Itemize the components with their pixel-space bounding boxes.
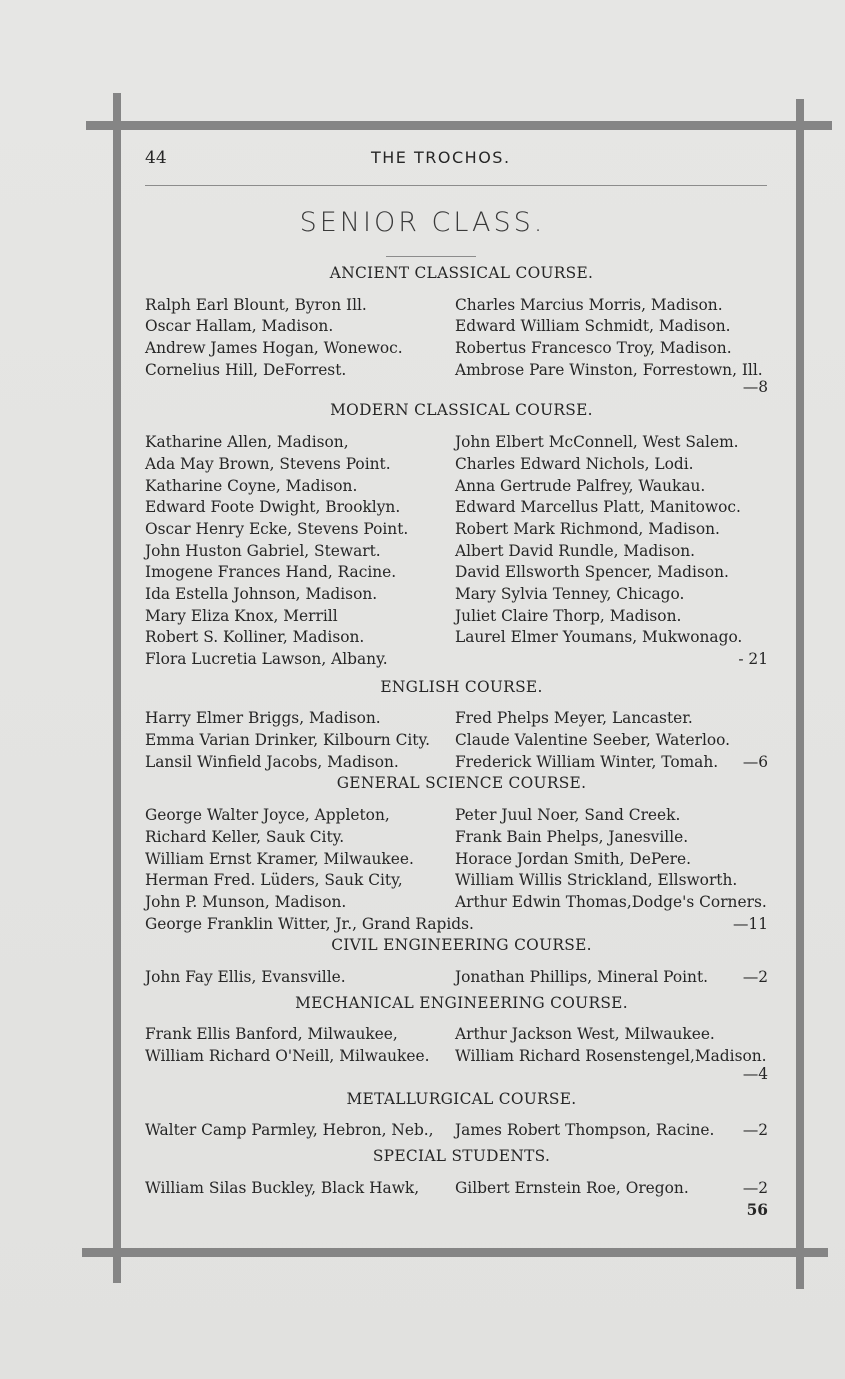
grand-total: 56 [746,1200,768,1219]
name-row [145,454,770,476]
student-name: Mary Sylvia Tenney, Chicago. [455,584,685,603]
name-row [145,1120,770,1142]
page-header [145,148,765,174]
name-row [145,1046,770,1068]
name-row [145,519,770,541]
name-row [145,432,770,454]
course-section [145,263,770,398]
course-count: —2 [742,1121,768,1140]
course-count: —6 [742,752,768,771]
student-name: Flora Lucretia Lawson, Albany. [145,650,388,669]
student-name: Gilbert Ernstein Roe, Oregon. [455,1178,689,1197]
student-name: Katharine Coyne, Madison. [145,476,358,495]
name-row [145,584,770,606]
student-name: William Willis Strickland, Ellsworth. [455,871,738,890]
student-name: Anna Gertrude Palfrey, Waukau. [455,476,706,495]
course-count: —11 [733,914,768,933]
course-count: - 21 [738,650,768,669]
student-name: Arthur Edwin Thomas,Dodge's Corners. [455,892,767,911]
course-heading: METALLURGICAL COURSE. [346,1089,577,1108]
student-name: Laurel Elmer Youmans, Mukwonago. [455,628,743,647]
course-heading: ENGLISH COURSE. [380,677,543,696]
student-name: Herman Fred. Lüders, Sauk City, [145,871,403,890]
course-count: —2 [742,1178,768,1197]
name-row [145,476,770,498]
course-count: —8 [742,378,768,397]
student-name: Mary Eliza Knox, Merrill [145,606,338,625]
name-row [145,805,770,827]
name-row [145,1178,770,1200]
name-row [145,541,770,563]
student-name: Edward Foote Dwight, Brooklyn. [145,498,401,517]
student-name: Katharine Allen, Madison, [145,433,349,452]
student-name: Frederick William Winter, Tomah. [455,752,719,771]
course-heading: MECHANICAL ENGINEERING COURSE. [295,993,628,1012]
student-name: Ralph Earl Blount, Byron Ill. [145,295,367,314]
student-name: Cornelius Hill, DeForrest. [145,360,347,379]
student-name: Edward Marcellus Platt, Manitowoc. [455,498,741,517]
frame-bottom-rule [82,1248,828,1257]
student-name: Oscar Henry Ecke, Stevens Point. [145,519,409,538]
page-number: 44 [145,148,167,168]
name-row [145,360,770,382]
name-row [145,827,770,849]
course-heading: ANCIENT CLASSICAL COURSE. [329,264,594,282]
header-divider [145,185,767,186]
course-section [145,1085,770,1142]
class-roster [145,263,770,1221]
student-name: Ida Estella Johnson, Madison. [145,584,378,603]
name-row [145,562,770,584]
student-name: Juliet Claire Thorp, Madison. [455,606,682,625]
student-name: Robert Mark Richmond, Madison. [455,519,720,538]
title-underline [386,256,476,257]
name-row [145,295,770,317]
student-name: William Ernst Kramer, Milwaukee. [145,849,414,868]
running-title: THE TROCHOS. [371,148,511,167]
student-name: Frank Ellis Banford, Milwaukee, [145,1025,398,1044]
course-count-line [145,1064,770,1085]
course-count: —4 [742,1064,768,1083]
student-name: Ada May Brown, Stevens Point. [145,454,391,473]
name-row [145,892,770,914]
student-name: John Elbert McConnell, West Salem. [455,433,739,452]
student-name: Claude Valentine Seeber, Waterloo. [455,731,731,750]
course-heading: SPECIAL STUDENTS. [372,1147,551,1166]
student-name: James Robert Thompson, Racine. [455,1121,715,1140]
name-row [145,1024,770,1046]
student-name: William Silas Buckley, Black Hawk, [145,1178,420,1197]
name-row [145,967,770,989]
frame-right-rule [796,99,804,1289]
student-name: Robert S. Kolliner, Madison. [145,628,365,647]
course-section [145,671,770,774]
student-name: Andrew James Hogan, Wonewoc. [145,339,403,358]
student-name: William Richard Rosenstengel,Madison. [455,1047,767,1066]
student-name: Lansil Winfield Jacobs, Madison. [145,752,399,771]
name-row [145,870,770,892]
course-count: —2 [742,968,768,987]
student-name: George Franklin Witter, Jr., Grand Rapids. [145,914,474,933]
name-row [145,338,770,360]
page-title: SENIOR CLASS. [299,207,546,238]
name-row [145,730,770,752]
student-name: Albert David Rundle, Madison. [455,541,696,560]
student-name: William Richard O'Neill, Milwaukee. [145,1047,430,1066]
student-name: Frank Bain Phelps, Janesville. [455,827,689,846]
student-name: John Huston Gabriel, Stewart. [145,541,381,560]
name-row [145,752,770,774]
student-name: Ambrose Pare Winston, Forrestown, Ill. [455,360,763,379]
name-row [145,849,770,871]
student-name: John P. Munson, Madison. [145,892,347,911]
student-name: Fred Phelps Meyer, Lancaster. [455,709,693,728]
student-name: Arthur Jackson West, Milwaukee. [455,1025,715,1044]
grand-total-line [145,1200,770,1222]
student-name: Imogene Frances Hand, Racine. [145,563,397,582]
name-row [145,497,770,519]
student-name: Charles Edward Nichols, Lodi. [455,454,694,473]
student-name: George Walter Joyce, Appleton, [145,806,390,825]
student-name: Horace Jordan Smith, DePere. [455,849,691,868]
student-name: Harry Elmer Briggs, Madison. [145,709,381,728]
course-section [145,1142,770,1199]
student-name: Edward William Schmidt, Madison. [455,317,731,336]
course-section [145,398,770,670]
frame-left-rule [113,93,121,1283]
name-row [145,316,770,338]
course-section [145,773,770,935]
name-row [145,627,770,649]
name-row [145,649,770,671]
student-name: Oscar Hallam, Madison. [145,317,334,336]
student-name: Peter Juul Noer, Sand Creek. [455,806,681,825]
course-heading: CIVIL ENGINEERING COURSE. [331,936,592,955]
student-name: Robertus Francesco Troy, Madison. [455,339,732,358]
name-row [145,606,770,628]
name-row [145,914,770,936]
course-heading: GENERAL SCIENCE COURSE. [336,774,587,793]
course-count-line [145,378,770,398]
course-section [145,989,770,1085]
student-name: Richard Keller, Sauk City. [145,827,345,846]
student-name: Charles Marcius Morris, Madison. [455,295,723,314]
student-name: Jonathan Phillips, Mineral Point. [455,968,709,987]
frame-top-rule [86,121,832,130]
course-section [145,935,770,988]
student-name: Walter Camp Parmley, Hebron, Neb., [145,1121,434,1140]
name-row [145,708,770,730]
student-name: Emma Varian Drinker, Kilbourn City. [145,731,431,750]
student-name: John Fay Ellis, Evansville. [145,968,346,987]
student-name: David Ellsworth Spencer, Madison. [455,563,729,582]
course-heading: MODERN CLASSICAL COURSE. [330,401,593,420]
